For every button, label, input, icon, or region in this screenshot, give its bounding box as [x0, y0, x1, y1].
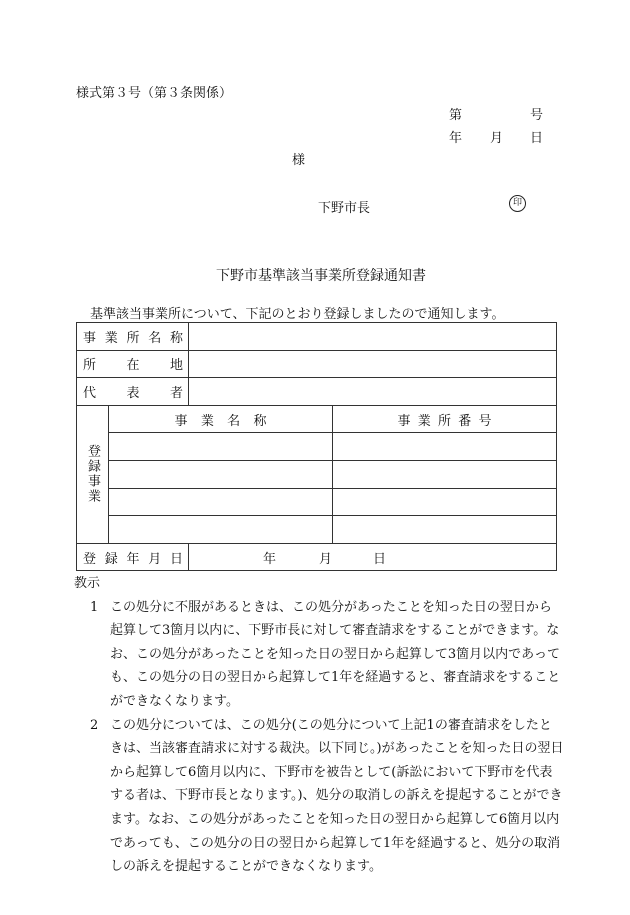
form-number: 様式第３号（第３条関係） [76, 86, 233, 101]
registered-number-cell[interactable] [333, 460, 557, 488]
registered-business-cell[interactable] [109, 488, 333, 516]
seal-mark: 印 [509, 195, 526, 212]
registered-row [77, 460, 557, 488]
header-office-number: 事 業 所 番 号 [333, 405, 557, 433]
issuer-mayor: 下野市長 [318, 201, 371, 216]
registered-business-cell[interactable] [109, 460, 333, 488]
registered-business-cell[interactable] [109, 433, 333, 461]
label-address: 所 在 地 [77, 350, 189, 378]
registered-row [77, 488, 557, 516]
row-registration-date [77, 543, 557, 571]
row-representative [77, 378, 557, 406]
value-representative[interactable] [189, 378, 557, 406]
header-business-name: 事 業 名 称 [109, 405, 333, 433]
reg-date-tsuki: 月 [319, 552, 333, 568]
intro-text: 基準該当事業所について、下記のとおり登録しましたので通知します。 [90, 307, 505, 322]
value-address[interactable] [189, 350, 557, 378]
row-registered-header [77, 405, 557, 433]
date-nen: 年 [449, 131, 463, 146]
reg-date-hi: 日 [373, 552, 387, 568]
document-title: 下野市基準該当事業所登録通知書 [216, 268, 426, 284]
registered-number-cell[interactable] [333, 488, 557, 516]
registration-table [76, 322, 557, 571]
value-business-name[interactable] [189, 323, 557, 351]
registered-business-cell[interactable] [109, 516, 333, 544]
registered-number-cell[interactable] [333, 433, 557, 461]
instruction-notes [74, 572, 564, 879]
note-item-1 [74, 596, 564, 714]
note-text: この処分については、この処分(この処分について上記1の審査請求をしたときは、当該審査請求に対する裁決。以下同じ。)があったことを知った日の翌日から起算して6箇月以内に、下野市を被告として(訴訟において下野市を代表する者は、下野市長となります。)、処分の取消しの訴えを提起することができます。なお、この処分があったことを知った日の翌日から起算して6箇月以内であっても、この処分の日の翌日から起算して1年を経過すると、処分の取消しの訴えを提起することができなくなります。 [110, 717, 564, 875]
registered-row [77, 433, 557, 461]
registered-number-cell[interactable] [333, 516, 557, 544]
label-registered-business: 登録事業 [77, 405, 109, 543]
registered-row [77, 516, 557, 544]
label-business-name: 事 業 所 名 称 [77, 323, 189, 351]
notes-heading: 教示 [74, 576, 101, 591]
note-text: この処分に不服があるときは、この処分があったことを知った日の翌日から起算して3箇月以内に、下野市長に対して審査請求をすることができます。なお、この処分があったことを知った日の翌日から起算して3箇月以内であっても、この処分の日の翌日から起算して1年を経過すると、審査請求をすることができなくなります。 [110, 599, 561, 709]
number-go: 号 [530, 108, 544, 123]
date-tsuki: 月 [490, 131, 504, 146]
note-number: 1 [90, 599, 99, 615]
date-hi: 日 [530, 131, 544, 146]
value-registration-date[interactable] [189, 543, 557, 571]
number-dai: 第 [449, 108, 463, 123]
reg-date-nen: 年 [263, 552, 277, 568]
label-registration-date: 登 録 年 月 日 [77, 543, 189, 571]
note-item-2 [74, 714, 564, 879]
label-representative: 代 表 者 [77, 378, 189, 406]
note-number: 2 [90, 717, 99, 733]
row-address [77, 350, 557, 378]
row-business-name [77, 323, 557, 351]
addressee-sama: 様 [292, 153, 306, 168]
